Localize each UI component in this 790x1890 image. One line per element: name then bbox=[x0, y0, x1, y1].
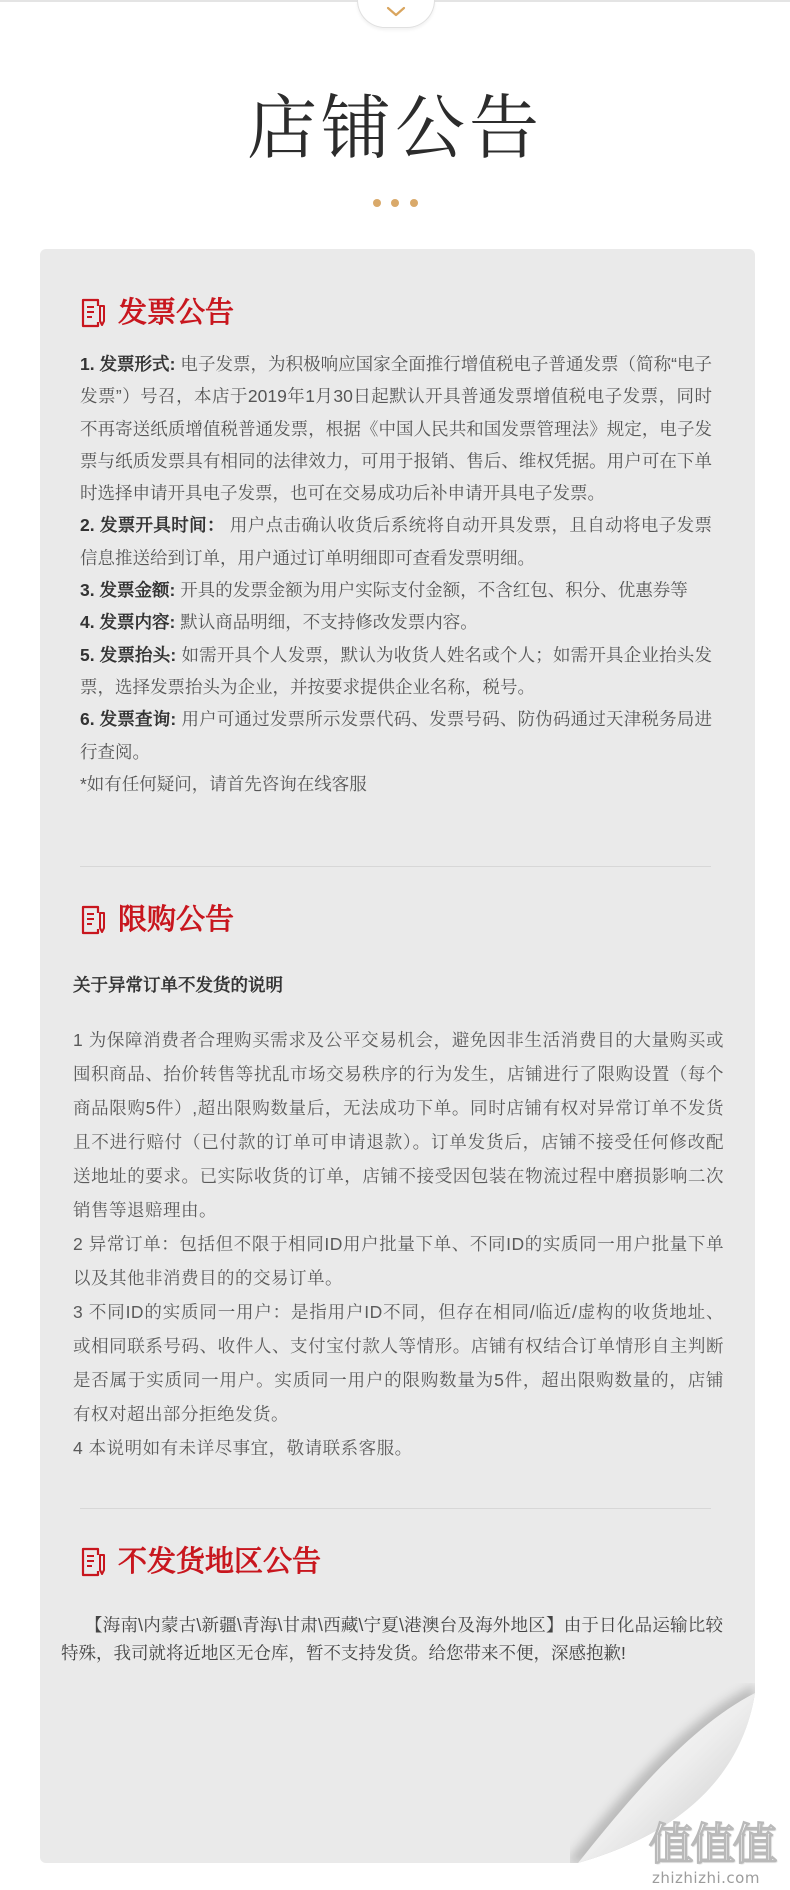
invoice-item-text: 默认商品明细，不支持修改发票内容。 bbox=[180, 612, 478, 633]
invoice-item-label: 5. 发票抬头: bbox=[80, 644, 177, 665]
purchase-limit-body bbox=[73, 1023, 724, 1465]
invoice-item-label: 4. 发票内容: bbox=[80, 612, 176, 633]
purchase-limit-heading bbox=[80, 903, 480, 937]
top-collapse-tab[interactable] bbox=[357, 0, 435, 28]
invoice-notice-title: 发票公告 bbox=[118, 297, 235, 329]
invoice-item-label: 6. 发票查询: bbox=[80, 709, 177, 730]
purchase-limit-subtitle: 关于异常订单不发货的说明 bbox=[73, 975, 283, 995]
invoice-item-text: 电子发票，为积极响应国家全面推行增值税电子普通发票（简称“电子发票”）号召，本店于2019年1月30日起默认开具普通发票增值税电子发票，同时不再寄送纸质增值税普通发票，根据《中国人民共和国发票管理法》规定，电子发票与纸质发票具有相同的法律效力，可用于报销、售后、维权凭据。用户可在下单时选择申请开具电子发票，也可在交易成功后补申请开具电子发票。 bbox=[80, 354, 712, 504]
no-shipping-title: 不发货地区公告 bbox=[118, 1546, 322, 1578]
purchase-limit-title: 限购公告 bbox=[118, 904, 235, 936]
invoice-item-label: 3. 发票金额: bbox=[80, 580, 176, 601]
no-shipping-text: 【海南\内蒙古\新疆\青海\甘肃\西藏\宁夏\港澳台及海外地区】由于日化品运输比较特殊，我司就将近地区无仓库，暂不支持发货。给您带来不便，深感抱歉! bbox=[61, 1615, 723, 1663]
purchase-limit-paragraph: 4 本说明如有未详尽事宜，敬请联系客服。 bbox=[73, 1438, 413, 1458]
watermark-logo: 值值值 bbox=[649, 1820, 775, 1869]
purchase-limit-paragraph: 1 为保障消费者合理购买需求及公平交易机会，避免因非生活消费目的大量购买或囤积商品、抬价转售等扰乱市场交易秩序的行为发生，店铺进行了限购设置（每个商品限购5件）,超出限购数量后，无法成功下单。同时店铺有权对异常订单不发货且不进行赔付（已付款的订单可申请退款）。订单发货后，店铺不接受任何修改配送地址的要求。已实际收货的订单，店铺不接受因包装在物流过程中磨损影响二次销售等退赔理由。 bbox=[73, 1030, 724, 1220]
invoice-item-text: 用户可通过发票所示发票代码、发票号码、防伪码通过天津税务局进行查阅。 bbox=[80, 709, 712, 762]
invoice-item-text: 用户点击确认收货后系统将自动开具发票，且自动将电子发票信息推送给到订单，用户通过订单明细即可查看发票明细。 bbox=[80, 515, 712, 568]
invoice-item bbox=[80, 348, 712, 509]
notepad-icon bbox=[80, 1547, 106, 1577]
watermark-site: zhizhizhi.com bbox=[652, 1869, 760, 1887]
invoice-item bbox=[80, 509, 712, 574]
purchase-limit-paragraph: 3 不同ID的实质同一用户：是指用户ID不同，但存在相同/临近/虚构的收货地址、或相同联系号码、收件人、支付宝付款人等情形。店铺有权结合订单情形自主判断是否属于实质同一用户。实质同一用户的限购数量为5件，超出限购数量的，店铺有权对超出部分拒绝发货。 bbox=[73, 1302, 724, 1424]
ornament-dot bbox=[410, 199, 418, 207]
section-divider bbox=[80, 1508, 711, 1509]
invoice-item-label: 2. 发票开具时间： bbox=[80, 515, 225, 536]
purchase-limit-paragraph: 2 异常订单：包括但不限于相同ID用户批量下单、不同ID的实质同一用户批量下单以及其他非消费目的的交易订单。 bbox=[73, 1234, 724, 1288]
no-shipping-heading bbox=[80, 1545, 480, 1579]
invoice-note: *如有任何疑问，请首先咨询在线客服 bbox=[80, 773, 367, 794]
invoice-item-label: 1. 发票形式: bbox=[80, 354, 176, 374]
invoice-item bbox=[80, 606, 712, 638]
chevron-down-icon bbox=[386, 6, 406, 18]
title-ornament-dots bbox=[372, 199, 420, 208]
ornament-dot bbox=[391, 199, 399, 207]
invoice-item-text: 如需开具个人发票，默认为收货人姓名或个人；如需开具企业抬头发票，选择发票抬头为企业，并按要求提供企业名称，税号。 bbox=[80, 644, 712, 697]
invoice-item bbox=[80, 639, 712, 704]
section-divider bbox=[80, 866, 711, 867]
invoice-notice-heading bbox=[80, 296, 480, 330]
invoice-item bbox=[80, 574, 712, 606]
invoice-item-text: 开具的发票金额为用户实际支付金额，不含红包、积分、优惠券等 bbox=[180, 580, 688, 601]
invoice-notice-body bbox=[80, 348, 712, 800]
notepad-icon bbox=[80, 298, 106, 328]
invoice-item bbox=[80, 703, 712, 768]
ornament-dot bbox=[373, 199, 381, 207]
notepad-icon bbox=[80, 905, 106, 935]
page-title: 店铺公告 bbox=[247, 87, 543, 169]
